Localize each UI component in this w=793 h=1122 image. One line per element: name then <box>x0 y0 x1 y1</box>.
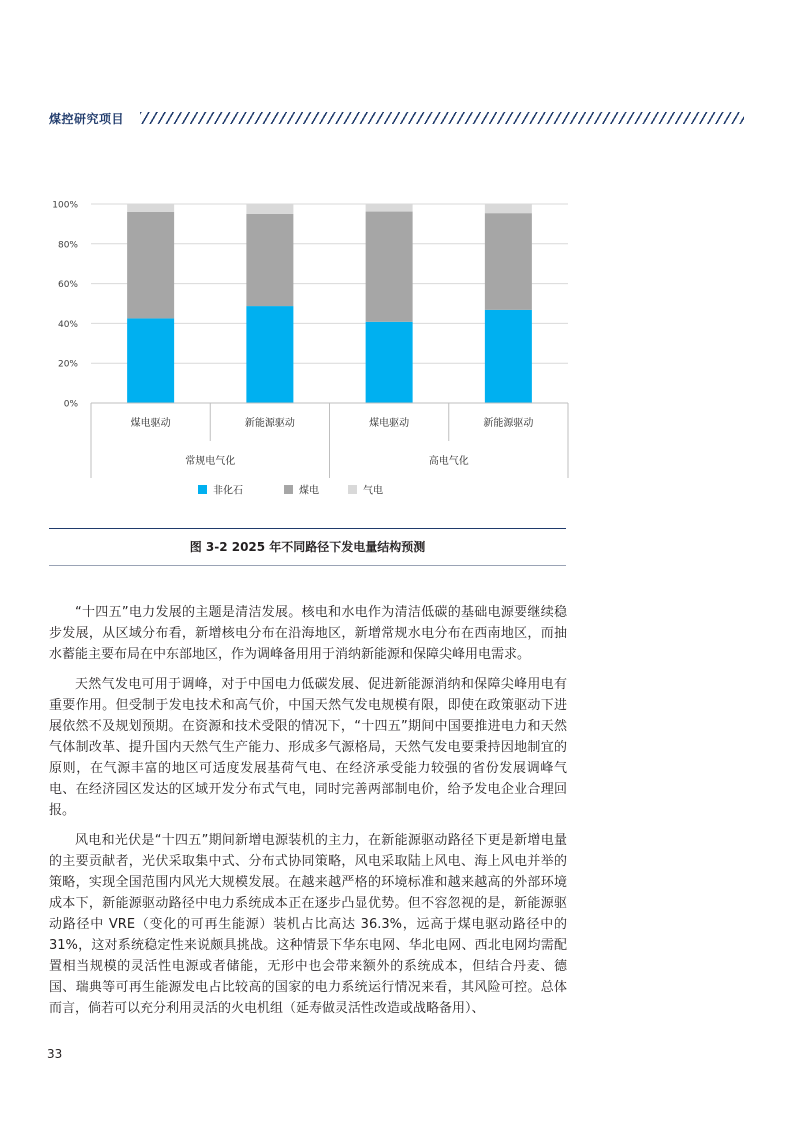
body-text <box>49 602 567 1028</box>
y-tick-label: 40% <box>57 319 78 330</box>
legend-swatch <box>348 485 357 494</box>
y-tick-label: 100% <box>52 200 78 211</box>
paragraph: 风电和光伏是“十四五”期间新增电源装机的主力，在新能源驱动路径下更是新增电量的主要贡献者，光伏采取集中式、分布式协同策略，风电采取陆上风电、海上风电并举的策略，实现全国范围内风光大规模发展。在越来越严格的环境标准和越来越高的外部环境成本下，新能源驱动路径中电力系统成本正在逐步凸显优势。但不容忽视的是，新能源驱动路径中 VRE（变化的可再生能源）装机占比高达 36.3%，远高于煤电驱动路径中的 31%，这对系统稳定性来说颇具挑战。这种情景下华东电网、华北电网、西北电网均需配置相当规模的灵活性电源或者储能，无形中也会带来额外的系统成本，但结合丹麦、德国、瑞典等可再生能源发电占比较高的国家的电力系统运行情况来看，其风险可控。总体而言，倘若可以充分利用灵活的火电机组（延寿做灵活性改造或战略备用）、 <box>49 833 567 1016</box>
x-group-label: 高电气化 <box>428 456 469 467</box>
legend-swatch <box>284 485 293 494</box>
figure-caption: 图 3-2 2025 年不同路径下发电量结构预测 <box>189 540 426 554</box>
x-tick-label: 新能源驱动 <box>244 418 295 429</box>
x-tick-label: 新能源驱动 <box>483 418 534 429</box>
bar-segment-气电 <box>246 204 293 214</box>
bar-segment-非化石 <box>246 306 293 403</box>
stacked-bar-chart <box>0 0 793 520</box>
bar-segment-煤电 <box>127 212 174 318</box>
bar-segment-煤电 <box>485 213 532 310</box>
x-tick-label: 煤电驱动 <box>130 418 171 429</box>
header-title: 煤控研究项目 <box>49 112 125 126</box>
caption-bottom-rule <box>49 565 566 566</box>
bar-segment-非化石 <box>485 310 532 403</box>
y-tick-label: 80% <box>57 240 78 251</box>
paragraph: 天然气发电可用于调峰，对于中国电力低碳发展、促进新能源消纳和保障尖峰用电有重要作用。但受制于发电技术和高气价，中国天然气发电规模有限，即使在政策驱动下进展依然不及规划预期。在资源和技术受限的情况下，“十四五”期间中国要推进电力和天然气体制改革、提升国内天然气生产能力、形成多气源格局，天然气发电要秉持因地制宜的原则，在气源丰富的地区可适度发展基荷气电、在经济承受能力较强的省份发展调峰气电、在经济园区发达的区域开发分布式气电，同时完善两部制电价，给予发电企业合理回报。 <box>49 677 567 818</box>
x-tick-label: 煤电驱动 <box>369 418 410 429</box>
legend-swatch <box>198 485 207 494</box>
legend-label: 非化石 <box>213 485 243 497</box>
y-tick-label: 0% <box>63 399 78 410</box>
caption-top-rule <box>49 528 566 529</box>
bar-segment-气电 <box>485 204 532 213</box>
y-tick-label: 20% <box>57 359 78 370</box>
bar-segment-气电 <box>366 204 413 212</box>
bar-segment-煤电 <box>366 212 413 322</box>
legend-label: 气电 <box>363 485 383 497</box>
bar-segment-非化石 <box>127 318 174 403</box>
x-group-label: 常规电气化 <box>185 456 236 467</box>
bar-segment-煤电 <box>246 214 293 306</box>
bar-segment-气电 <box>127 204 174 212</box>
bar-segment-非化石 <box>366 322 413 403</box>
paragraph: “十四五”电力发展的主题是清洁发展。核电和水电作为清洁低碳的基础电源要继续稳步发展，从区域分布看，新增核电分布在沿海地区，新增常规水电分布在西南地区，而抽水蓄能主要布局在中东部地区，作为调峰备用用于消纳新能源和保障尖峰用电需求。 <box>49 605 567 662</box>
y-tick-label: 60% <box>57 280 78 291</box>
legend-label: 煤电 <box>299 485 319 497</box>
page-number: 33 <box>47 1047 63 1061</box>
